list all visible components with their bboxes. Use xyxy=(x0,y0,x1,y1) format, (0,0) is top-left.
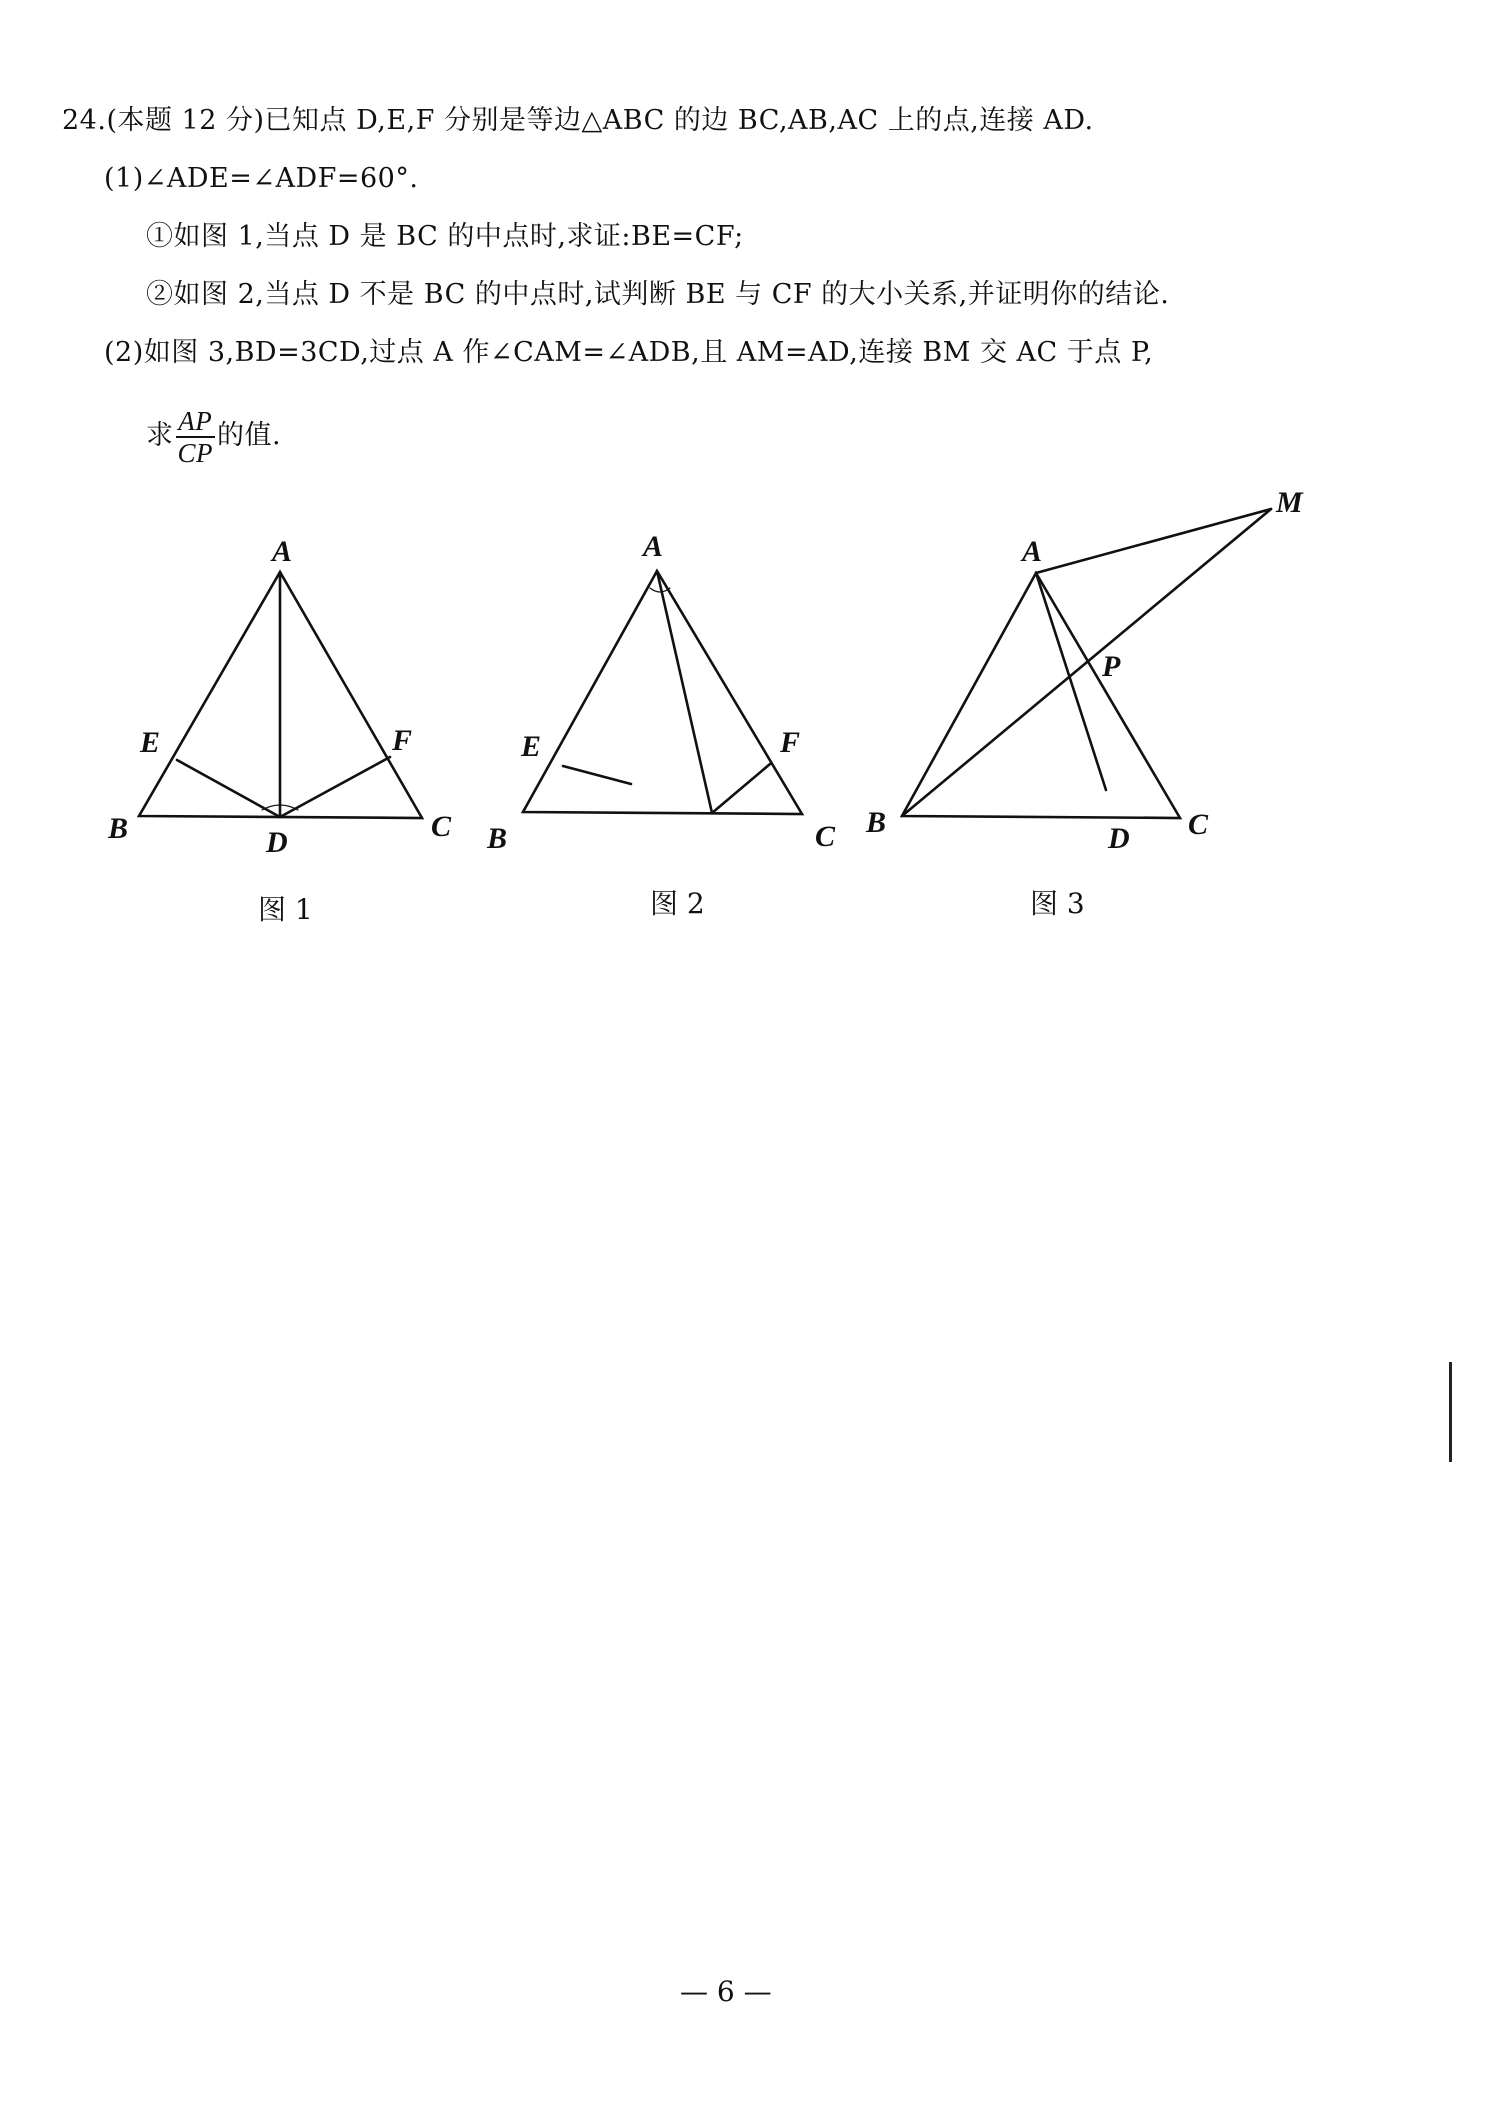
fig2-label-c: C xyxy=(815,820,836,853)
fig3-label-c: C xyxy=(1188,808,1209,841)
fig3-label-a: A xyxy=(1022,535,1043,568)
fig1-label-e: E xyxy=(140,726,161,759)
part1-question-1: ①如图 1,当点 D 是 BC 的中点时,求证:BE=CF; xyxy=(146,221,744,252)
part1-question-2: ②如图 2,当点 D 不是 BC 的中点时,试判断 BE 与 CF 的大小关系,并证明你的结论. xyxy=(146,279,1170,310)
fig3-label-p: P xyxy=(1102,650,1121,683)
fig3-label-d: D xyxy=(1108,822,1130,855)
fig1-segment-df xyxy=(280,757,390,817)
part2-statement: (2)如图 3,BD=3CD,过点 A 作∠CAM=∠ADB,且 AM=AD,连接 BM 交 AC 于点 P, xyxy=(104,337,1154,368)
fig2-label-a: A xyxy=(643,530,664,563)
fig3-label-b: B xyxy=(866,806,887,839)
part2-prefix: 求 xyxy=(146,420,174,451)
figure-3-diagram xyxy=(902,509,1271,818)
figure-2-diagram xyxy=(523,571,802,814)
margin-mark xyxy=(1449,1362,1452,1462)
fig3-segment-am xyxy=(1036,509,1271,573)
part2-suffix: 的值. xyxy=(217,420,282,451)
fig1-label-c: C xyxy=(431,810,452,843)
fig2-triangle-abc xyxy=(523,571,802,814)
fig1-label-f: F xyxy=(392,724,413,757)
page-number: — 6 — xyxy=(680,1975,772,2008)
fraction-denominator: CP xyxy=(177,437,214,468)
figure-1-caption: 图 1 xyxy=(258,893,313,926)
part1-statement: (1)∠ADE=∠ADF=60°. xyxy=(104,163,419,194)
fig2-label-e: E xyxy=(521,730,542,763)
fig1-label-a: A xyxy=(272,535,293,568)
figure-1-diagram xyxy=(139,572,422,818)
fig2-label-b: B xyxy=(487,822,508,855)
fig3-label-m: M xyxy=(1276,486,1303,519)
figure-2-caption: 图 2 xyxy=(650,887,705,920)
fig1-label-b: B xyxy=(108,812,129,845)
fig1-label-d: D xyxy=(266,826,288,859)
fig2-segment-de xyxy=(563,766,631,784)
fig3-segment-bm xyxy=(902,509,1271,816)
figure-3-caption: 图 3 xyxy=(1030,887,1085,920)
fraction-numerator: AP xyxy=(176,406,216,438)
fig2-segment-df xyxy=(712,764,770,813)
fig2-label-f: F xyxy=(780,726,801,759)
problem-header: 24.(本题 12 分)已知点 D,E,F 分别是等边△ABC 的边 BC,AB,AC 上的点,连接 AD. xyxy=(62,105,1094,136)
geometry-figures xyxy=(0,0,1492,1000)
fig2-segment-ad xyxy=(657,571,712,813)
fig3-segment-ad xyxy=(1036,573,1106,790)
